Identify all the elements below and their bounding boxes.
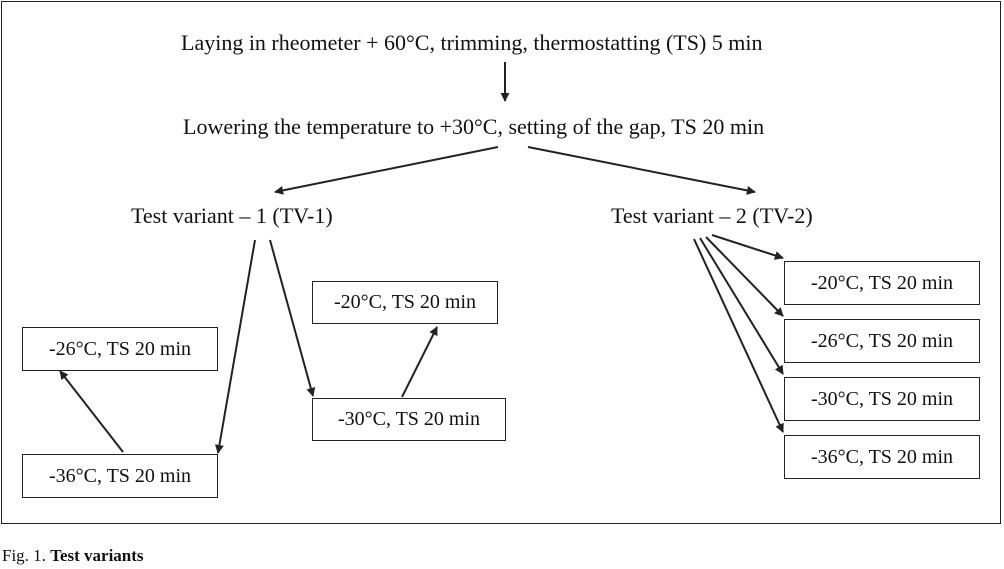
tv2-box-minus36: -36°C, TS 20 min	[784, 435, 980, 479]
step-1-text: Laying in rheometer + 60°C, trimming, thermostatting (TS) 5 min	[181, 30, 763, 55]
tv1-box-minus30: -30°C, TS 20 min	[312, 398, 506, 441]
tv2-box-minus30: -30°C, TS 20 min	[784, 377, 980, 421]
tv2-label: Test variant – 2 (TV-2)	[611, 203, 813, 228]
caption-prefix: Fig. 1.	[2, 546, 46, 565]
tv2-box-minus20: -20°C, TS 20 min	[784, 261, 980, 305]
tv2-box-minus26: -26°C, TS 20 min	[784, 319, 980, 363]
tv1-box-minus26: -26°C, TS 20 min	[22, 327, 218, 371]
tv1-box-minus36: -36°C, TS 20 min	[22, 454, 218, 498]
tv1-box-minus20: -20°C, TS 20 min	[312, 281, 498, 324]
caption-title: Test variants	[50, 546, 144, 565]
step-2-text: Lowering the temperature to +30°C, setting of the gap, TS 20 min	[183, 114, 765, 139]
tv1-label: Test variant – 1 (TV-1)	[131, 203, 333, 228]
figure-caption	[2, 546, 144, 566]
